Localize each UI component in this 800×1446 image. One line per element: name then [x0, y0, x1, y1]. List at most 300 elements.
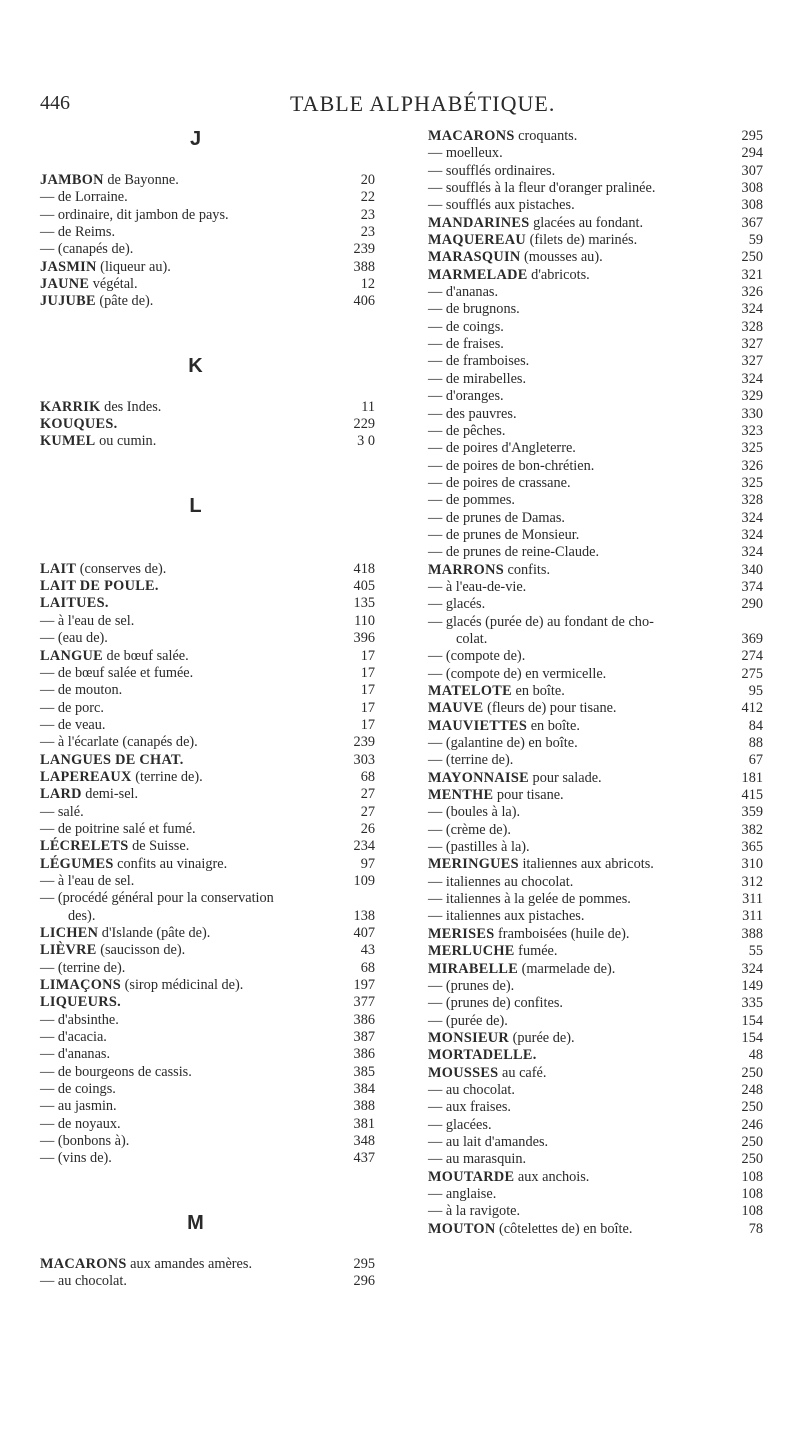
index-entry: [40, 276, 375, 293]
entry-text: — de pêches.: [428, 422, 506, 439]
index-entry: [428, 510, 763, 527]
index-entry: [428, 527, 763, 544]
index-entry: [40, 838, 375, 855]
entry-headword: LIQUEURS.: [40, 994, 121, 1011]
entry-page-number: 78: [748, 1220, 763, 1237]
entry-page-number: 308: [741, 197, 763, 214]
index-entry: [40, 1012, 375, 1029]
entry-text: — salé.: [40, 803, 84, 820]
index-entry: [40, 224, 375, 241]
entry-page-number: 348: [353, 1133, 375, 1150]
index-entry: [428, 961, 763, 978]
entry-headword: KOUQUES.: [40, 416, 118, 433]
index-entry: [428, 388, 763, 405]
entry-text: (purée de).: [509, 1029, 575, 1046]
index-column-left: [40, 128, 375, 1291]
index-entry: [40, 595, 375, 612]
entry-text: — d'ananas.: [40, 1046, 111, 1063]
entry-page-number: 386: [353, 1046, 375, 1063]
entry-text: — de coings.: [428, 318, 504, 335]
entry-text: (filets de) marinés.: [526, 232, 638, 249]
spacer: [40, 1234, 375, 1256]
index-entry: [428, 1099, 763, 1116]
entry-text: (liqueur au).: [96, 258, 171, 275]
entry-page-number: 365: [741, 839, 763, 856]
spacer: [40, 451, 375, 473]
entry-page-number: 369: [741, 630, 763, 647]
index-entry: [428, 1151, 763, 1168]
entry-text: — au lait d'amandes.: [428, 1133, 549, 1150]
index-entry: [428, 1065, 763, 1082]
index-entry: [40, 172, 375, 189]
entry-page-number: 250: [741, 1151, 763, 1168]
index-entry: [428, 1203, 763, 1220]
entry-text: — de prunes de reine-Claude.: [428, 544, 600, 561]
entry-text: — de brugnons.: [428, 301, 520, 318]
entry-page-number: 311: [742, 908, 763, 925]
entry-page-number: 384: [353, 1081, 375, 1098]
entry-page-number: 12: [360, 276, 375, 293]
index-entry: [428, 145, 763, 162]
entry-page-number: 275: [741, 665, 763, 682]
entry-page-number: 23: [360, 206, 375, 223]
entry-page-number: 17: [360, 647, 375, 664]
entry-headword: KARRIK: [40, 398, 101, 415]
entry-text: aux amandes amères.: [126, 1255, 253, 1272]
index-entry: [428, 128, 763, 145]
entry-text: (côtelettes de) en boîte.: [495, 1220, 633, 1237]
entry-headword: LANGUES DE CHAT.: [40, 751, 184, 768]
entry-text: — (purée de).: [428, 1012, 508, 1029]
entry-headword: LÉGUMES: [40, 855, 114, 872]
entry-text: des).: [68, 907, 96, 924]
entry-text: — à la ravigote.: [428, 1203, 521, 1220]
entry-text: — glacés (purée de) au fondant de cho-: [428, 613, 654, 630]
entry-page-number: 418: [353, 560, 375, 577]
entry-text: — à l'écarlate (canapés de).: [40, 734, 198, 751]
index-entry: [428, 770, 763, 787]
entry-page-number: 154: [741, 1012, 763, 1029]
entry-text: — (boules à la).: [428, 804, 521, 821]
entry-page-number: 84: [748, 717, 763, 734]
entry-headword: LÉCRELETS: [40, 838, 129, 855]
entry-text: — (terrine de).: [428, 752, 514, 769]
entry-page-number: 68: [360, 959, 375, 976]
index-entry: [40, 1273, 375, 1290]
entry-text: — de coings.: [40, 1081, 116, 1098]
entry-page-number: 374: [741, 578, 763, 595]
entry-page-number: 328: [741, 318, 763, 335]
entry-text: croquants.: [514, 128, 578, 144]
entry-headword: JASMIN: [40, 258, 97, 275]
entry-headword: MERISES: [428, 925, 495, 942]
entry-text: — (pastilles à la).: [428, 839, 530, 856]
entry-page-number: 323: [741, 422, 763, 439]
entry-headword: MAYONNAISE: [428, 769, 529, 786]
entry-page-number: 17: [360, 699, 375, 716]
index-entry: [428, 943, 763, 960]
entry-page-number: 43: [360, 942, 375, 959]
index-entry: [428, 180, 763, 197]
entry-text: — (prunes de) confites.: [428, 995, 563, 1012]
entry-page-number: 88: [748, 735, 763, 752]
entry-text: d'Islande (pâte de).: [98, 925, 211, 941]
entry-text: (terrine de).: [131, 768, 203, 785]
index-entry: [428, 700, 763, 717]
entry-page-number: 324: [741, 544, 763, 561]
index-entry: [40, 786, 375, 803]
entry-text: — italiennes aux pistaches.: [428, 908, 585, 925]
index-entry: [428, 1134, 763, 1151]
entry-page-number: 437: [353, 1150, 375, 1167]
index-entry: [40, 1116, 375, 1133]
entry-headword: LARD: [40, 786, 82, 803]
entry-text: framboisées (huile de).: [494, 925, 630, 942]
entry-text: — de prunes de Monsieur.: [428, 526, 580, 543]
entry-page-number: 20: [360, 172, 375, 188]
entry-page-number: 59: [748, 232, 763, 249]
index-entry: [40, 433, 375, 450]
index-entry: [40, 561, 375, 578]
entry-headword: MERINGUES: [428, 856, 519, 873]
index-entry: [428, 215, 763, 232]
entry-headword: MIRABELLE: [428, 960, 519, 977]
entry-page-number: 381: [353, 1115, 375, 1132]
entry-page-number: 27: [360, 786, 375, 803]
entry-page-number: 246: [741, 1116, 763, 1133]
entry-text: — de fraises.: [428, 336, 504, 353]
entry-headword: LANGUE: [40, 647, 103, 664]
section-letter: K: [188, 354, 203, 377]
entry-text: — d'acacia.: [40, 1029, 107, 1046]
index-entry: [40, 821, 375, 838]
section-letter: L: [189, 494, 202, 517]
spacer: [40, 311, 375, 333]
entry-text: — de porc.: [40, 699, 104, 716]
index-entry: [428, 301, 763, 318]
entry-text: — à l'eau-de-vie.: [428, 578, 527, 595]
entry-text: — à l'eau de sel.: [40, 612, 135, 629]
index-entry: [428, 267, 763, 284]
entry-text: (pâte de).: [95, 293, 154, 310]
entry-page-number: 22: [360, 189, 375, 206]
entry-text: — de bourgeons de cassis.: [40, 1063, 192, 1080]
entry-page-number: 181: [741, 769, 763, 786]
entry-text: (conserves de).: [76, 560, 167, 577]
index-entry: [40, 1064, 375, 1081]
entry-text: — au chocolat.: [428, 1081, 515, 1098]
entry-text: — de veau.: [40, 716, 106, 733]
entry-page-number: 325: [741, 474, 763, 491]
entry-text: — de poires de crassane.: [428, 474, 571, 491]
entry-page-number: 311: [742, 891, 763, 908]
entry-page-number: 135: [353, 595, 375, 612]
index-entry: [40, 207, 375, 224]
index-entry: [428, 908, 763, 925]
entry-page-number: 326: [741, 284, 763, 301]
entry-headword: LAIT: [40, 560, 77, 577]
index-entry: [428, 1030, 763, 1047]
index-entry: [40, 648, 375, 665]
spacer: [40, 517, 375, 539]
entry-page-number: 340: [741, 561, 763, 578]
entry-text: — de prunes de Damas.: [428, 509, 565, 526]
index-entry: [40, 890, 375, 907]
index-entry: [428, 163, 763, 180]
index-entry: [428, 1082, 763, 1099]
entry-text: — anglaise.: [428, 1185, 497, 1202]
entry-text: (fleurs de) pour tisane.: [483, 700, 617, 717]
entry-page-number: 407: [353, 925, 375, 941]
entry-text: de bœuf salée.: [102, 647, 189, 664]
index-entry: [428, 856, 763, 873]
index-entry: [40, 908, 375, 925]
entry-page-number: 377: [353, 994, 375, 1011]
index-entry: [428, 891, 763, 908]
entry-page-number: 17: [360, 716, 375, 733]
spacer: [40, 1168, 375, 1190]
index-entry: [40, 960, 375, 977]
entry-headword: LAPEREAUX: [40, 768, 132, 785]
entry-page-number: 3 0: [357, 433, 375, 450]
index-entry: [428, 319, 763, 336]
entry-headword: MAUVIETTES: [428, 717, 528, 734]
index-entry: [40, 752, 375, 769]
index-entry: [428, 406, 763, 423]
spacer: [40, 1190, 375, 1212]
entry-page-number: 109: [353, 872, 375, 889]
entry-text: pour tisane.: [493, 787, 564, 804]
entry-text: — soufflés aux pistaches.: [428, 197, 575, 214]
entry-text: en boîte.: [527, 717, 580, 734]
entry-text: — au jasmin.: [40, 1098, 117, 1115]
entry-page-number: 324: [741, 301, 763, 318]
entry-text: — de Lorraine.: [40, 189, 128, 206]
index-entry: [428, 787, 763, 804]
entry-page-number: 17: [360, 664, 375, 681]
entry-page-number: 95: [748, 683, 763, 699]
index-entry: [40, 769, 375, 786]
spacer: [40, 473, 375, 495]
index-entry: [428, 197, 763, 214]
entry-text: en boîte.: [511, 683, 565, 699]
index-entry: [428, 353, 763, 370]
entry-headword: MARMELADE: [428, 266, 528, 283]
index-entry: [40, 1256, 375, 1273]
entry-text: fumée.: [514, 943, 558, 960]
spacer: [40, 333, 375, 355]
entry-text: — au chocolat.: [40, 1273, 127, 1290]
entry-page-number: 324: [741, 509, 763, 526]
entry-page-number: 229: [353, 416, 375, 433]
entry-text: au café.: [498, 1064, 547, 1081]
entry-text: — (compote de) en vermicelle.: [428, 665, 607, 682]
entry-page-number: 110: [354, 612, 375, 629]
entry-text: — de framboises.: [428, 353, 530, 370]
entry-text: — (compote de).: [428, 648, 526, 665]
entry-text: de Suisse.: [128, 838, 190, 855]
entry-headword: MAUVE: [428, 700, 484, 717]
entry-page-number: 290: [741, 596, 763, 613]
entry-text: — des pauvres.: [428, 405, 517, 422]
index-entry: [40, 942, 375, 959]
entry-page-number: 310: [741, 856, 763, 873]
index-entry: [428, 822, 763, 839]
index-entry: [428, 562, 763, 579]
entry-text: — à l'eau de sel.: [40, 872, 135, 889]
index-entry: [40, 1029, 375, 1046]
entry-text: — (prunes de).: [428, 977, 515, 994]
entry-page-number: 326: [741, 457, 763, 474]
entry-headword: MACARONS: [428, 128, 515, 144]
entry-page-number: 108: [741, 1203, 763, 1220]
entry-page-number: 359: [741, 804, 763, 821]
entry-page-number: 55: [748, 943, 763, 960]
page-number: 446: [40, 92, 70, 114]
index-entry: [428, 371, 763, 388]
entry-text: — de poitrine salé et fumé.: [40, 820, 196, 837]
entry-headword: MANDARINES: [428, 214, 530, 231]
index-entry: [40, 873, 375, 890]
entry-text: — (procédé général pour la conservation: [40, 890, 274, 907]
entry-text: — (terrine de).: [40, 959, 126, 976]
index-column-right: [428, 128, 763, 1238]
entry-page-number: 324: [741, 960, 763, 977]
index-entry: [428, 1221, 763, 1238]
index-entry: [428, 648, 763, 665]
index-entry: [428, 249, 763, 266]
entry-text: — de mirabelles.: [428, 370, 527, 387]
index-entry: [428, 475, 763, 492]
index-entry: [40, 578, 375, 595]
entry-text: italiennes aux abricots.: [518, 856, 654, 873]
entry-headword: LIMAÇONS: [40, 977, 122, 994]
entry-text: — de bœuf salée et fumée.: [40, 664, 194, 681]
entry-page-number: 27: [360, 803, 375, 820]
spacer: [40, 377, 375, 399]
entry-text: — italiennes au chocolat.: [428, 873, 574, 890]
entry-text: — (crème de).: [428, 821, 511, 838]
entry-text: confits.: [503, 561, 551, 578]
entry-text: — (eau de).: [40, 630, 108, 647]
entry-text: — moelleux.: [428, 145, 503, 162]
entry-text: (saucisson de).: [96, 942, 186, 959]
entry-page-number: 239: [353, 241, 375, 258]
entry-text: végétal.: [89, 276, 138, 293]
entry-text: des Indes.: [100, 398, 162, 415]
index-entry: [40, 613, 375, 630]
entry-page-number: 197: [353, 977, 375, 994]
index-entry: [428, 284, 763, 301]
index-entry: [428, 978, 763, 995]
index-entry: [428, 579, 763, 596]
entry-text: pour salade.: [528, 769, 602, 786]
spacer: [40, 539, 375, 561]
entry-page-number: 396: [353, 630, 375, 647]
index-entry: [428, 1117, 763, 1134]
index-entry: [40, 630, 375, 647]
entry-page-number: 386: [353, 1011, 375, 1028]
entry-page-number: 250: [741, 1099, 763, 1116]
entry-text: — italiennes à la gelée de pommes.: [428, 891, 631, 908]
entry-page-number: 330: [741, 405, 763, 422]
spacer: [40, 150, 375, 172]
entry-text: de Bayonne.: [103, 172, 179, 188]
entry-page-number: 250: [741, 1133, 763, 1150]
entry-headword: LAITUES.: [40, 595, 109, 612]
index-entry: [428, 596, 763, 613]
entry-page-number: 412: [741, 700, 763, 717]
entry-page-number: 239: [353, 734, 375, 751]
entry-page-number: 250: [741, 249, 763, 266]
entry-page-number: 138: [353, 907, 375, 924]
entry-headword: JUJUBE: [40, 293, 96, 310]
entry-text: — (galantine de) en boîte.: [428, 735, 578, 752]
entry-text: — glacés.: [428, 596, 486, 613]
section-letter: J: [189, 128, 202, 150]
entry-text: — (bonbons à).: [40, 1133, 130, 1150]
entry-page-number: 48: [748, 1047, 763, 1064]
index-entry: [428, 458, 763, 475]
entry-text: — soufflés à la fleur d'oranger pralinée.: [428, 180, 656, 197]
entry-page-number: 248: [741, 1081, 763, 1098]
entry-page-number: 328: [741, 492, 763, 509]
entry-page-number: 97: [360, 855, 375, 872]
index-entry: [428, 232, 763, 249]
entry-headword: MACARONS: [40, 1255, 127, 1272]
entry-headword: LICHEN: [40, 925, 99, 941]
entry-page-number: 108: [741, 1185, 763, 1202]
entry-page-number: 405: [353, 578, 375, 595]
entry-page-number: 382: [741, 821, 763, 838]
entry-text: — de mouton.: [40, 682, 123, 699]
index-entry: [428, 336, 763, 353]
entry-text: d'abricots.: [527, 266, 590, 283]
entry-page-number: 303: [353, 751, 375, 768]
entry-page-number: 108: [741, 1168, 763, 1185]
entry-page-number: 415: [741, 787, 763, 804]
entry-page-number: 154: [741, 1029, 763, 1046]
index-entry: [40, 700, 375, 717]
entry-page-number: 274: [741, 648, 763, 665]
index-entry: [428, 1169, 763, 1186]
index-entry: [40, 399, 375, 416]
entry-text: confits au vinaigre.: [113, 855, 228, 872]
entry-headword: MARASQUIN: [428, 249, 521, 266]
entry-page-number: 250: [741, 1064, 763, 1081]
entry-headword: MATELOTE: [428, 683, 512, 699]
entry-page-number: 296: [353, 1273, 375, 1290]
entry-page-number: 308: [741, 180, 763, 197]
index-entry: [428, 492, 763, 509]
entry-page-number: 388: [353, 258, 375, 275]
index-entry: [40, 241, 375, 258]
entry-headword: MONSIEUR: [428, 1029, 510, 1046]
index-entry: [40, 1098, 375, 1115]
entry-page-number: 324: [741, 370, 763, 387]
entry-text: — de noyaux.: [40, 1115, 121, 1132]
entry-headword: MORTADELLE.: [428, 1047, 537, 1064]
index-entry: [40, 994, 375, 1011]
index-entry: [40, 1150, 375, 1167]
entry-text: — d'oranges.: [428, 388, 504, 405]
index-entry: [40, 1133, 375, 1150]
entry-headword: LAIT DE POULE.: [40, 578, 159, 595]
page-title: TABLE ALPHABÉTIQUE.: [290, 91, 556, 116]
entry-headword: KUMEL: [40, 433, 96, 450]
entry-text: — glacées.: [428, 1116, 492, 1133]
entry-text: — ordinaire, dit jambon de pays.: [40, 206, 229, 223]
